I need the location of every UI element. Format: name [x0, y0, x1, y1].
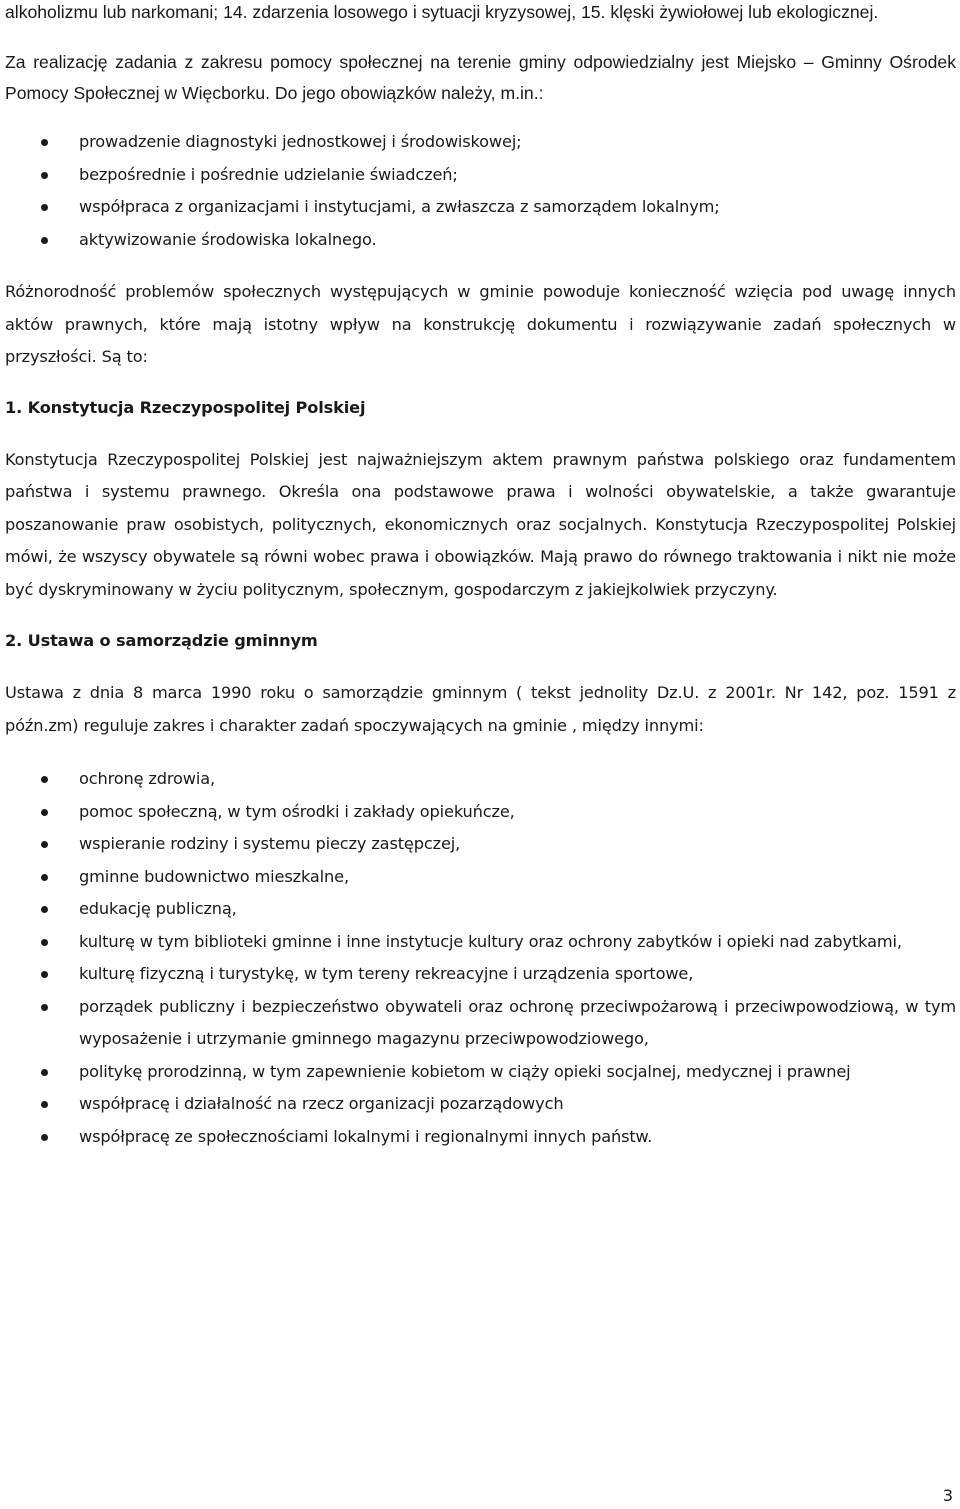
diversity-paragraph: Różnorodność problemów społecznych występujących w gminie powoduje konieczność wzięcia pod uwagę innych aktów prawnych, które mają istotny wpływ na konstrukcję dokumentu i rozwiązywanie zadań społecznych w przyszłości. Są to: — [5, 282, 956, 366]
municipal-tasks-list — [5, 763, 956, 1153]
list-item — [5, 991, 956, 1056]
intro-continuation: alkoholizmu lub narkomani; 14. zdarzenia losowego i sytuacji kryzysowej, 15. klęski żywiołowej lub ekologicznej. — [5, 2, 879, 22]
bullet-icon — [41, 139, 48, 146]
list-item-text: gminne budownictwo mieszkalne, — [79, 866, 349, 886]
list-item — [5, 796, 956, 829]
list-item-text: aktywizowanie środowiska lokalnego. — [79, 229, 377, 249]
list-item-text: współpracę ze społecznościami lokalnymi i regionalnymi innych państw. — [79, 1126, 653, 1146]
list-item-text: kulturę w tym biblioteki gminne i inne instytucje kultury oraz ochrony zabytków i opieki nad zabytkami, — [79, 931, 902, 951]
list-item — [5, 763, 956, 796]
list-item — [5, 1056, 956, 1089]
bullet-icon — [41, 874, 48, 881]
bullet-icon — [41, 906, 48, 913]
list-item-text: kulturę fizyczną i turystykę, w tym tereny rekreacyjne i urządzenia sportowe, — [79, 964, 694, 983]
list-item — [5, 126, 956, 159]
list-item-text: pomoc społeczną, w tym ośrodki i zakłady opiekuńcze, — [79, 801, 515, 821]
list-item-text: prowadzenie diagnostyki jednostkowej i środowiskowej; — [79, 132, 522, 151]
bullet-icon — [41, 172, 48, 179]
bullet-icon — [41, 939, 48, 946]
list-item-text: wspieranie rodziny i systemu pieczy zastępczej, — [79, 834, 461, 853]
bullet-icon — [41, 971, 48, 978]
list-item — [5, 861, 956, 894]
duties-list — [5, 126, 956, 256]
list-item — [5, 1088, 956, 1121]
list-item — [5, 926, 956, 959]
page-number: 3 — [942, 1486, 953, 1505]
section-1-heading: 1. Konstytucja Rzeczypospolitej Polskiej — [5, 397, 366, 417]
bullet-icon — [41, 204, 48, 211]
section-1-text: Konstytucja Rzeczypospolitej Polskiej jest najważniejszym aktem prawnym państwa polskiego oraz fundamentem państwa i systemu prawnego. Określa ona podstawowe prawa i wolności obywatelskie, a także gwarantuje poszanowanie praw osobistych, politycznych, ekonomicznych oraz socjalnych. Konstytucja Rzeczypospolitej Polskiej mówi, że wszyscy obywatele są równi wobec prawa i obowiązków. Mają prawo do równego traktowania i nikt nie może być dyskryminowany w życiu politycznym, społecznym, gospodarczym z jakiejkolwiek przyczyny. — [5, 449, 956, 599]
list-item-text: bezpośrednie i pośrednie udzielanie świadczeń; — [79, 164, 458, 184]
list-item-text: politykę prorodzinną, w tym zapewnienie kobietom w ciąży opieki socjalnej, medycznej i prawnej — [79, 1061, 851, 1081]
list-item-text: ochronę zdrowia, — [79, 769, 216, 788]
list-item-text: współpracę i działalność na rzecz organizacji pozarządowych — [79, 1094, 564, 1113]
list-item-text: porządek publiczny i bezpieczeństwo obywateli oraz ochronę przeciwpożarową i przeciwpowodziową, w tym wyposażenie i utrzymanie gminnego magazynu przeciwpowodziowego, — [79, 996, 956, 1048]
list-item — [5, 224, 956, 257]
document-page — [5, 0, 956, 1153]
bullet-icon — [41, 1004, 48, 1011]
bullet-icon — [41, 1069, 48, 1076]
list-item-text: współpraca z organizacjami i instytucjami, a zwłaszcza z samorządem lokalnym; — [79, 197, 720, 216]
section-2-text: Ustawa z dnia 8 marca 1990 roku o samorządzie gminnym ( tekst jednolity Dz.U. z 2001r. Nr 142, poz. 1591 z późn.zm) reguluje zakres i charakter zadań spoczywających na gminie , między innymi: — [5, 683, 956, 735]
bullet-icon — [41, 1134, 48, 1141]
list-item — [5, 893, 956, 926]
bullet-icon — [41, 809, 48, 816]
list-item — [5, 828, 956, 861]
list-item — [5, 958, 956, 991]
list-item — [5, 191, 956, 224]
list-item-text: edukację publiczną, — [79, 899, 237, 918]
section-2-heading: 2. Ustawa o samorządzie gminnym — [5, 631, 318, 650]
responsibility-paragraph: Za realizację zadania z zakresu pomocy społecznej na terenie gminy odpowiedzialny jest Miejsko – Gminny Ośrodek Pomocy Społecznej w Więcborku. Do jego obowiązków należy, m.in.: — [5, 52, 956, 103]
bullet-icon — [41, 841, 48, 848]
bullet-icon — [41, 1101, 48, 1108]
bullet-icon — [41, 237, 48, 244]
list-item — [5, 1121, 956, 1154]
list-item — [5, 159, 956, 192]
bullet-icon — [41, 776, 48, 783]
